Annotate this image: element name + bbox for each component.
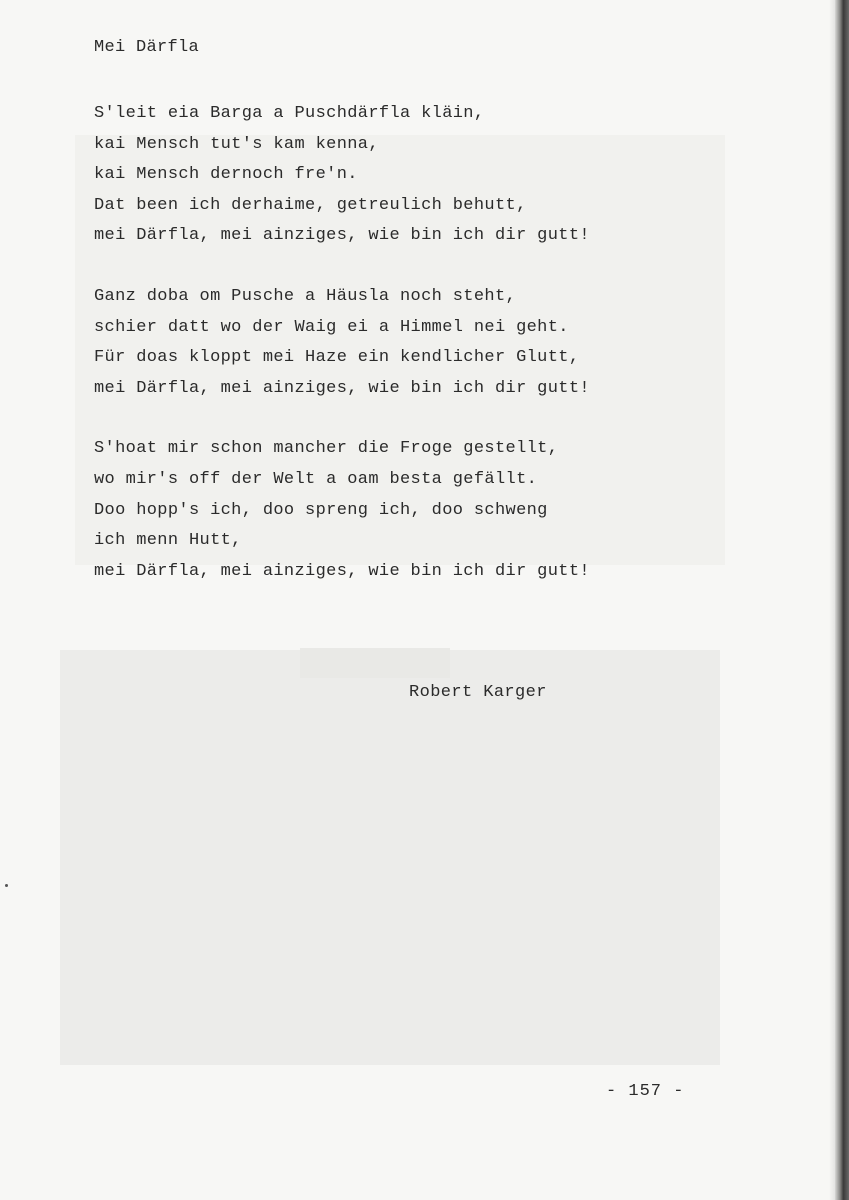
poem-line: Für doas kloppt mei Haze ein kendlicher Glutt, [94,348,580,368]
poem-line: kai Mensch tut's kam kenna, [94,134,379,154]
author-signature: Robert Karger [409,683,547,702]
poem-title: Mei Därfla [94,38,200,57]
paper-speck [5,884,8,887]
book-binding-edge [835,0,849,1200]
stanza-3 [94,434,714,587]
stanza-2 [94,282,714,404]
poem-line: ich menn Hutt, [94,531,242,551]
poem-line: mei Därfla, mei ainziges, wie bin ich dir gutt! [94,561,590,581]
poem-line: Dat been ich derhaime, getreulich behutt, [94,195,527,215]
poem-line: mei Därfla, mei ainziges, wie bin ich dir gutt! [94,378,590,398]
poem-line: mei Därfla, mei ainziges, wie bin ich dir gutt! [94,226,590,246]
page-number: - 157 - [606,1082,685,1101]
poem-line: Ganz doba om Pusche a Häusla noch steht, [94,286,517,306]
poem-line: S'hoat mir schon mancher die Froge gestellt, [94,439,559,459]
poem-line: schier datt wo der Waig ei a Himmel nei geht. [94,317,569,337]
stanza-1 [94,99,714,252]
poem-body [94,99,714,617]
bleed-through-strip [300,648,450,678]
poem-line: S'leit eia Barga a Puschdärfla kläin, [94,104,485,123]
poem-line: Doo hopp's ich, doo spreng ich, doo schweng [94,500,548,520]
poem-line: wo mir's off der Welt a oam besta gefällt. [94,469,538,489]
bleed-through-photo-bottom [60,650,720,1065]
poem-line: kai Mensch dernoch fre'n. [94,165,358,185]
